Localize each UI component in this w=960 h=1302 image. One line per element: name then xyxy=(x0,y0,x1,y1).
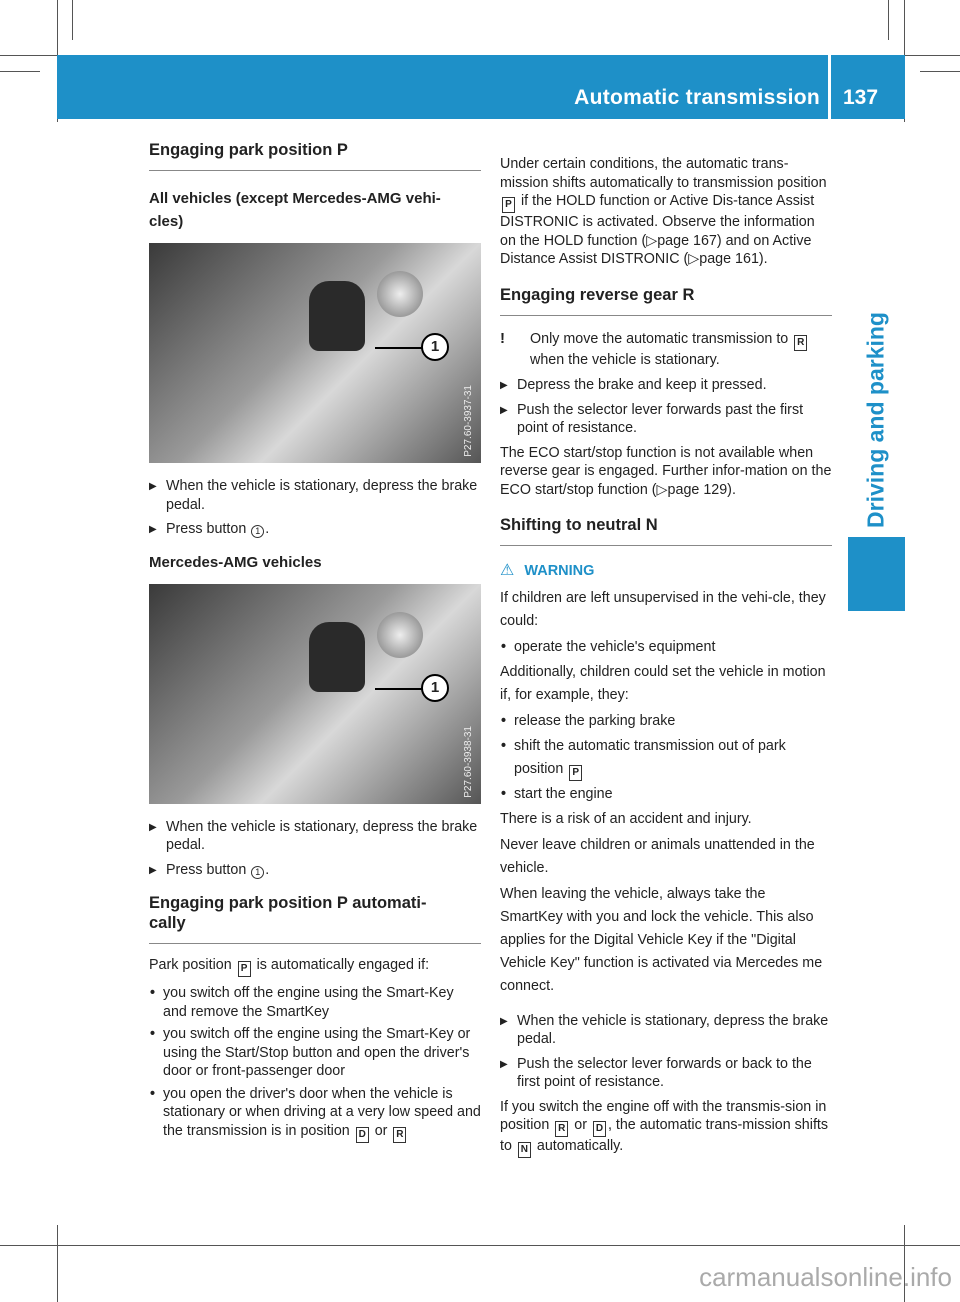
note xyxy=(500,330,832,370)
text: , the automatic trans-mission shifts to xyxy=(500,1117,829,1154)
step xyxy=(149,477,481,514)
selector-photo-standard xyxy=(149,243,481,463)
header-separator xyxy=(828,55,831,119)
page-ref-arrow-icon: ▷ xyxy=(688,251,700,267)
list-item: • operate the vehicle's equipment xyxy=(500,636,832,659)
paragraph xyxy=(500,1098,832,1159)
list-item: • you switch off the engine using the Smart-Key or using the Start/Stop button and open the driver's door or front-passenger door xyxy=(149,1025,481,1081)
paragraph: There is a risk of an accident and injury. xyxy=(500,810,752,827)
paragraph xyxy=(500,444,832,500)
callout-line xyxy=(375,688,427,690)
warning-box xyxy=(500,562,832,998)
d-gear-icon: D xyxy=(593,1121,606,1137)
p-gear-icon: P xyxy=(238,961,251,977)
text: Under certain conditions, the automatic trans-mission shifts automatically to transmission position xyxy=(500,156,827,191)
list-item xyxy=(500,735,832,781)
text: or xyxy=(370,1122,392,1139)
crop-mark xyxy=(72,0,73,40)
crop-mark xyxy=(920,71,960,72)
crop-mark xyxy=(0,71,40,72)
crop-mark xyxy=(888,0,889,40)
callout-number: 1 xyxy=(421,333,449,361)
r-gear-icon: R xyxy=(393,1127,406,1143)
step: ▶ Push the selector lever forwards or back to the first point of resistance. xyxy=(500,1055,832,1092)
heading-amg-vehicles: Mercedes-AMG vehicles xyxy=(149,553,322,571)
text: page 161). xyxy=(699,251,768,267)
text: or xyxy=(570,1117,591,1133)
photo-reference: P27.60-3937-31 xyxy=(462,385,474,457)
page-ref-arrow-icon: ▷ xyxy=(646,232,658,249)
n-gear-icon: N xyxy=(518,1142,531,1158)
controller-knob xyxy=(377,271,423,317)
button-1-icon: 1 xyxy=(251,866,264,879)
step-text: . xyxy=(265,521,270,537)
step-text: Press button xyxy=(166,521,251,537)
paragraph: Additionally, children could set the vehicle in motion if, for example, they: xyxy=(500,663,826,703)
text: Park position xyxy=(149,957,236,973)
d-gear-icon: D xyxy=(356,1127,369,1143)
warning-title xyxy=(500,562,832,581)
text: page 167) and on Active Distance Assist DISTRONIC ( xyxy=(500,232,812,267)
text: if the HOLD function or Active Dis-tance Assist DISTRONIC is activated. Observe the information on the HOLD function ( xyxy=(500,193,815,249)
button-1-icon: 1 xyxy=(251,525,264,538)
list-item xyxy=(149,1085,481,1143)
heading-neutral: Shifting to neutral N xyxy=(500,515,832,546)
step-text: When the vehicle is stationary, depress the brake pedal. xyxy=(166,818,478,853)
page-ref-arrow-icon: ▷ xyxy=(656,481,668,498)
paragraph: When leaving the vehicle, always take the SmartKey with you and lock the vehicle. This also applies for the Digital Vehicle Key if the "Digital Vehicle Key" function is activated via Mercedes me connect. xyxy=(500,885,823,994)
crop-mark xyxy=(57,1225,58,1302)
step: ▶ Push the selector lever forwards past the first point of resistance. xyxy=(500,401,832,438)
callout-number: 1 xyxy=(421,674,449,702)
heading-park-position: Engaging park position P xyxy=(149,140,481,171)
controller-knob xyxy=(377,612,423,658)
right-column xyxy=(500,155,832,1165)
step-text: Press button xyxy=(166,861,251,878)
attention-icon: ! xyxy=(500,329,505,347)
r-gear-icon: R xyxy=(555,1121,568,1137)
text: The ECO start/stop function is not available when reverse gear is engaged. Further infor-mation on the ECO start/stop function ( xyxy=(500,444,832,498)
photo-reference: P27.60-3938-31 xyxy=(462,725,474,798)
selector-lever xyxy=(309,281,365,351)
list-item: • start the engine xyxy=(500,783,832,806)
page-number: 137 xyxy=(843,86,879,109)
p-gear-icon: P xyxy=(502,197,515,213)
text: shift the automatic transmission out of park position xyxy=(514,737,786,777)
heading-all-vehicles: All vehicles (except Mercedes-AMG vehi- cles) xyxy=(149,190,441,230)
paragraph xyxy=(500,155,832,269)
text: If you switch the engine off with the transmis-sion in position xyxy=(500,1098,827,1133)
heading-reverse-gear: Engaging reverse gear R xyxy=(500,285,832,316)
text: is automatically engaged if: xyxy=(252,957,430,973)
paragraph: If children are left unsupervised in the vehi-cle, they could: xyxy=(500,589,826,629)
step xyxy=(149,861,481,880)
warning-icon: ⚠ xyxy=(500,562,515,579)
crop-mark xyxy=(0,1245,960,1246)
text: automatically. xyxy=(532,1138,624,1154)
selector-photo-amg xyxy=(149,584,481,804)
paragraph: Never leave children or animals unattended in the vehicle. xyxy=(500,836,815,876)
text: Only move the automatic transmission to xyxy=(530,330,793,347)
side-tab-label: Driving and parking xyxy=(862,312,889,528)
step-text: When the vehicle is stationary, depress the brake pedal. xyxy=(166,478,478,513)
page-title: Automatic transmission xyxy=(574,86,820,109)
footer-watermark: carmanualsonline.info xyxy=(699,1262,952,1292)
text: WARNING xyxy=(524,563,595,579)
step xyxy=(149,818,481,855)
step: ▶ Depress the brake and keep it pressed. xyxy=(500,376,832,395)
paragraph xyxy=(149,956,481,977)
selector-lever xyxy=(309,622,365,692)
list-item: • release the parking brake xyxy=(500,710,832,733)
callout-line xyxy=(375,347,427,349)
r-gear-icon: R xyxy=(794,335,807,351)
left-column xyxy=(149,140,481,1147)
step-text: . xyxy=(265,861,270,878)
text: page 129). xyxy=(667,481,736,498)
step xyxy=(149,520,481,539)
heading-park-auto: Engaging park position P automati- cally xyxy=(149,893,481,944)
list-item: • you switch off the engine using the Smart-Key and remove the SmartKey xyxy=(149,984,481,1021)
text: you open the driver's door when the vehicle is stationary or when driving at a very low speed and the transmission is in position xyxy=(163,1085,481,1139)
step: ▶ When the vehicle is stationary, depress the brake pedal. xyxy=(500,1012,832,1049)
text: when the vehicle is stationary. xyxy=(530,351,720,368)
side-tab-marker xyxy=(848,537,905,611)
p-gear-icon: P xyxy=(569,765,582,781)
